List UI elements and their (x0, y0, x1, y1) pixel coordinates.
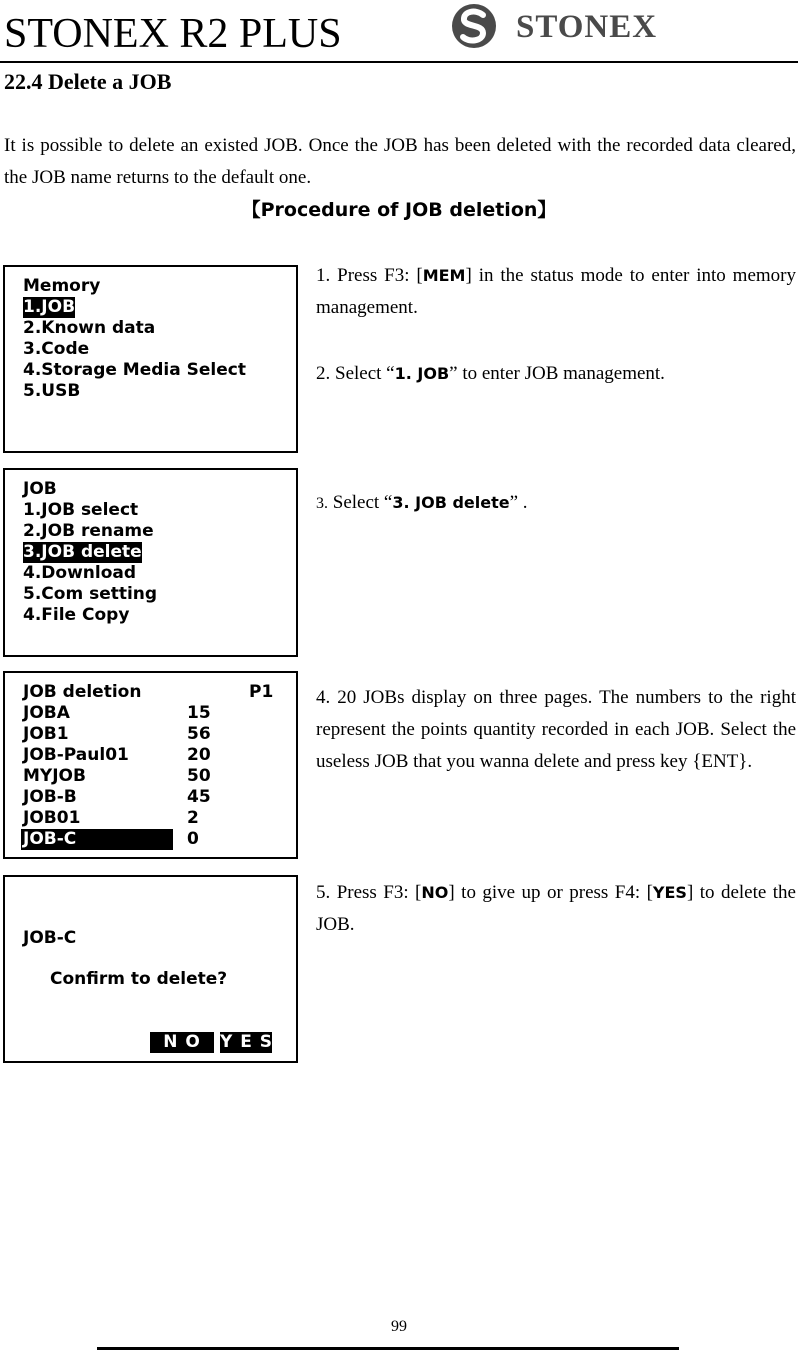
job-menu-screen (3, 468, 298, 657)
menu-item-storage-media-select[interactable]: 4.Storage Media Select (23, 360, 246, 380)
job-deletion-list-screen (3, 671, 298, 859)
screen-title: JOB deletion (23, 682, 142, 702)
menu-item-com-setting[interactable]: 5.Com setting (23, 584, 158, 604)
confirm-question: Confirm to delete? (50, 969, 228, 989)
key-yes: YES (652, 883, 687, 902)
page-number: 99 (391, 1318, 407, 1335)
step-1-text: 1. Press F3: [MEM] in the status mode to enter into memory management. (316, 265, 796, 318)
section-title: 22.4 Delete a JOB (4, 69, 172, 94)
no-button[interactable]: N O (150, 1032, 214, 1053)
footer-divider (97, 1347, 679, 1350)
job-point-count: 50 (187, 766, 211, 786)
job-point-count: 45 (187, 787, 211, 807)
header-divider (0, 61, 798, 63)
job-point-count: 56 (187, 724, 211, 744)
key-1-job: 1. JOB (394, 364, 450, 383)
step-4-text: 4. 20 JOBs display on three pages. The numbers to the right represent the points quantity recorded in each JOB. Select the useless JOB that you wanna delete and press key {ENT}. (316, 687, 796, 772)
step-3-text: 3. Select “3. JOB delete” . (316, 492, 528, 513)
menu-item-download[interactable]: 4.Download (23, 563, 137, 583)
intro-paragraph: It is possible to delete an existed JOB. Once the JOB has been deleted with the recorded data cleared, the JOB name returns to the default one. (4, 135, 796, 188)
procedure-title: 【Procedure of JOB deletion】 (241, 199, 557, 221)
stonex-logo (450, 2, 690, 50)
document-header-title: STONEX R2 PLUS (4, 11, 342, 57)
memory-menu-screen (3, 265, 298, 453)
step-5-text: 5. Press F3: [NO] to give up or press F4: [YES] to delete the JOB. (316, 882, 796, 935)
screen-title: JOB (23, 479, 57, 499)
screen-title: Memory (23, 276, 101, 296)
key-3-job-delete: 3. JOB delete (392, 493, 510, 512)
yes-button[interactable]: Y E S (220, 1032, 274, 1052)
confirm-delete-screen (3, 875, 298, 1063)
job-list-name[interactable]: JOBA (23, 703, 70, 723)
svg-text:STONEX: STONEX (516, 9, 658, 45)
confirm-job-name: JOB-C (23, 928, 77, 948)
job-point-count: 15 (187, 703, 211, 723)
job-list-name[interactable]: JOB-Paul01 (23, 745, 129, 765)
menu-item-job-selected[interactable]: 1.JOB (23, 297, 76, 317)
menu-item-job-delete-selected[interactable]: 3.JOB delete (23, 542, 142, 562)
menu-item-known-data[interactable]: 2.Known data (23, 318, 156, 338)
step-2-text: 2. Select “1. JOB” to enter JOB management. (316, 363, 665, 384)
menu-item-code[interactable]: 3.Code (23, 339, 90, 359)
job-list-name-selected[interactable]: JOB-C (21, 829, 173, 850)
job-list-name[interactable]: JOB1 (23, 724, 69, 744)
menu-item-usb[interactable]: 5.USB (23, 381, 81, 401)
menu-item-job-rename[interactable]: 2.JOB rename (23, 521, 154, 541)
job-point-count: 0 (187, 829, 199, 849)
menu-item-file-copy[interactable]: 4.File Copy (23, 605, 130, 625)
job-point-count: 2 (187, 808, 199, 828)
key-mem: MEM (422, 266, 466, 285)
job-list-name[interactable]: JOB01 (23, 808, 81, 828)
page-indicator: P1 (249, 682, 274, 702)
menu-item-job-select[interactable]: 1.JOB select (23, 500, 139, 520)
job-list-name[interactable]: MYJOB (23, 766, 86, 786)
job-list-name[interactable]: JOB-B (23, 787, 77, 807)
key-no: NO (421, 883, 449, 902)
job-point-count: 20 (187, 745, 211, 765)
